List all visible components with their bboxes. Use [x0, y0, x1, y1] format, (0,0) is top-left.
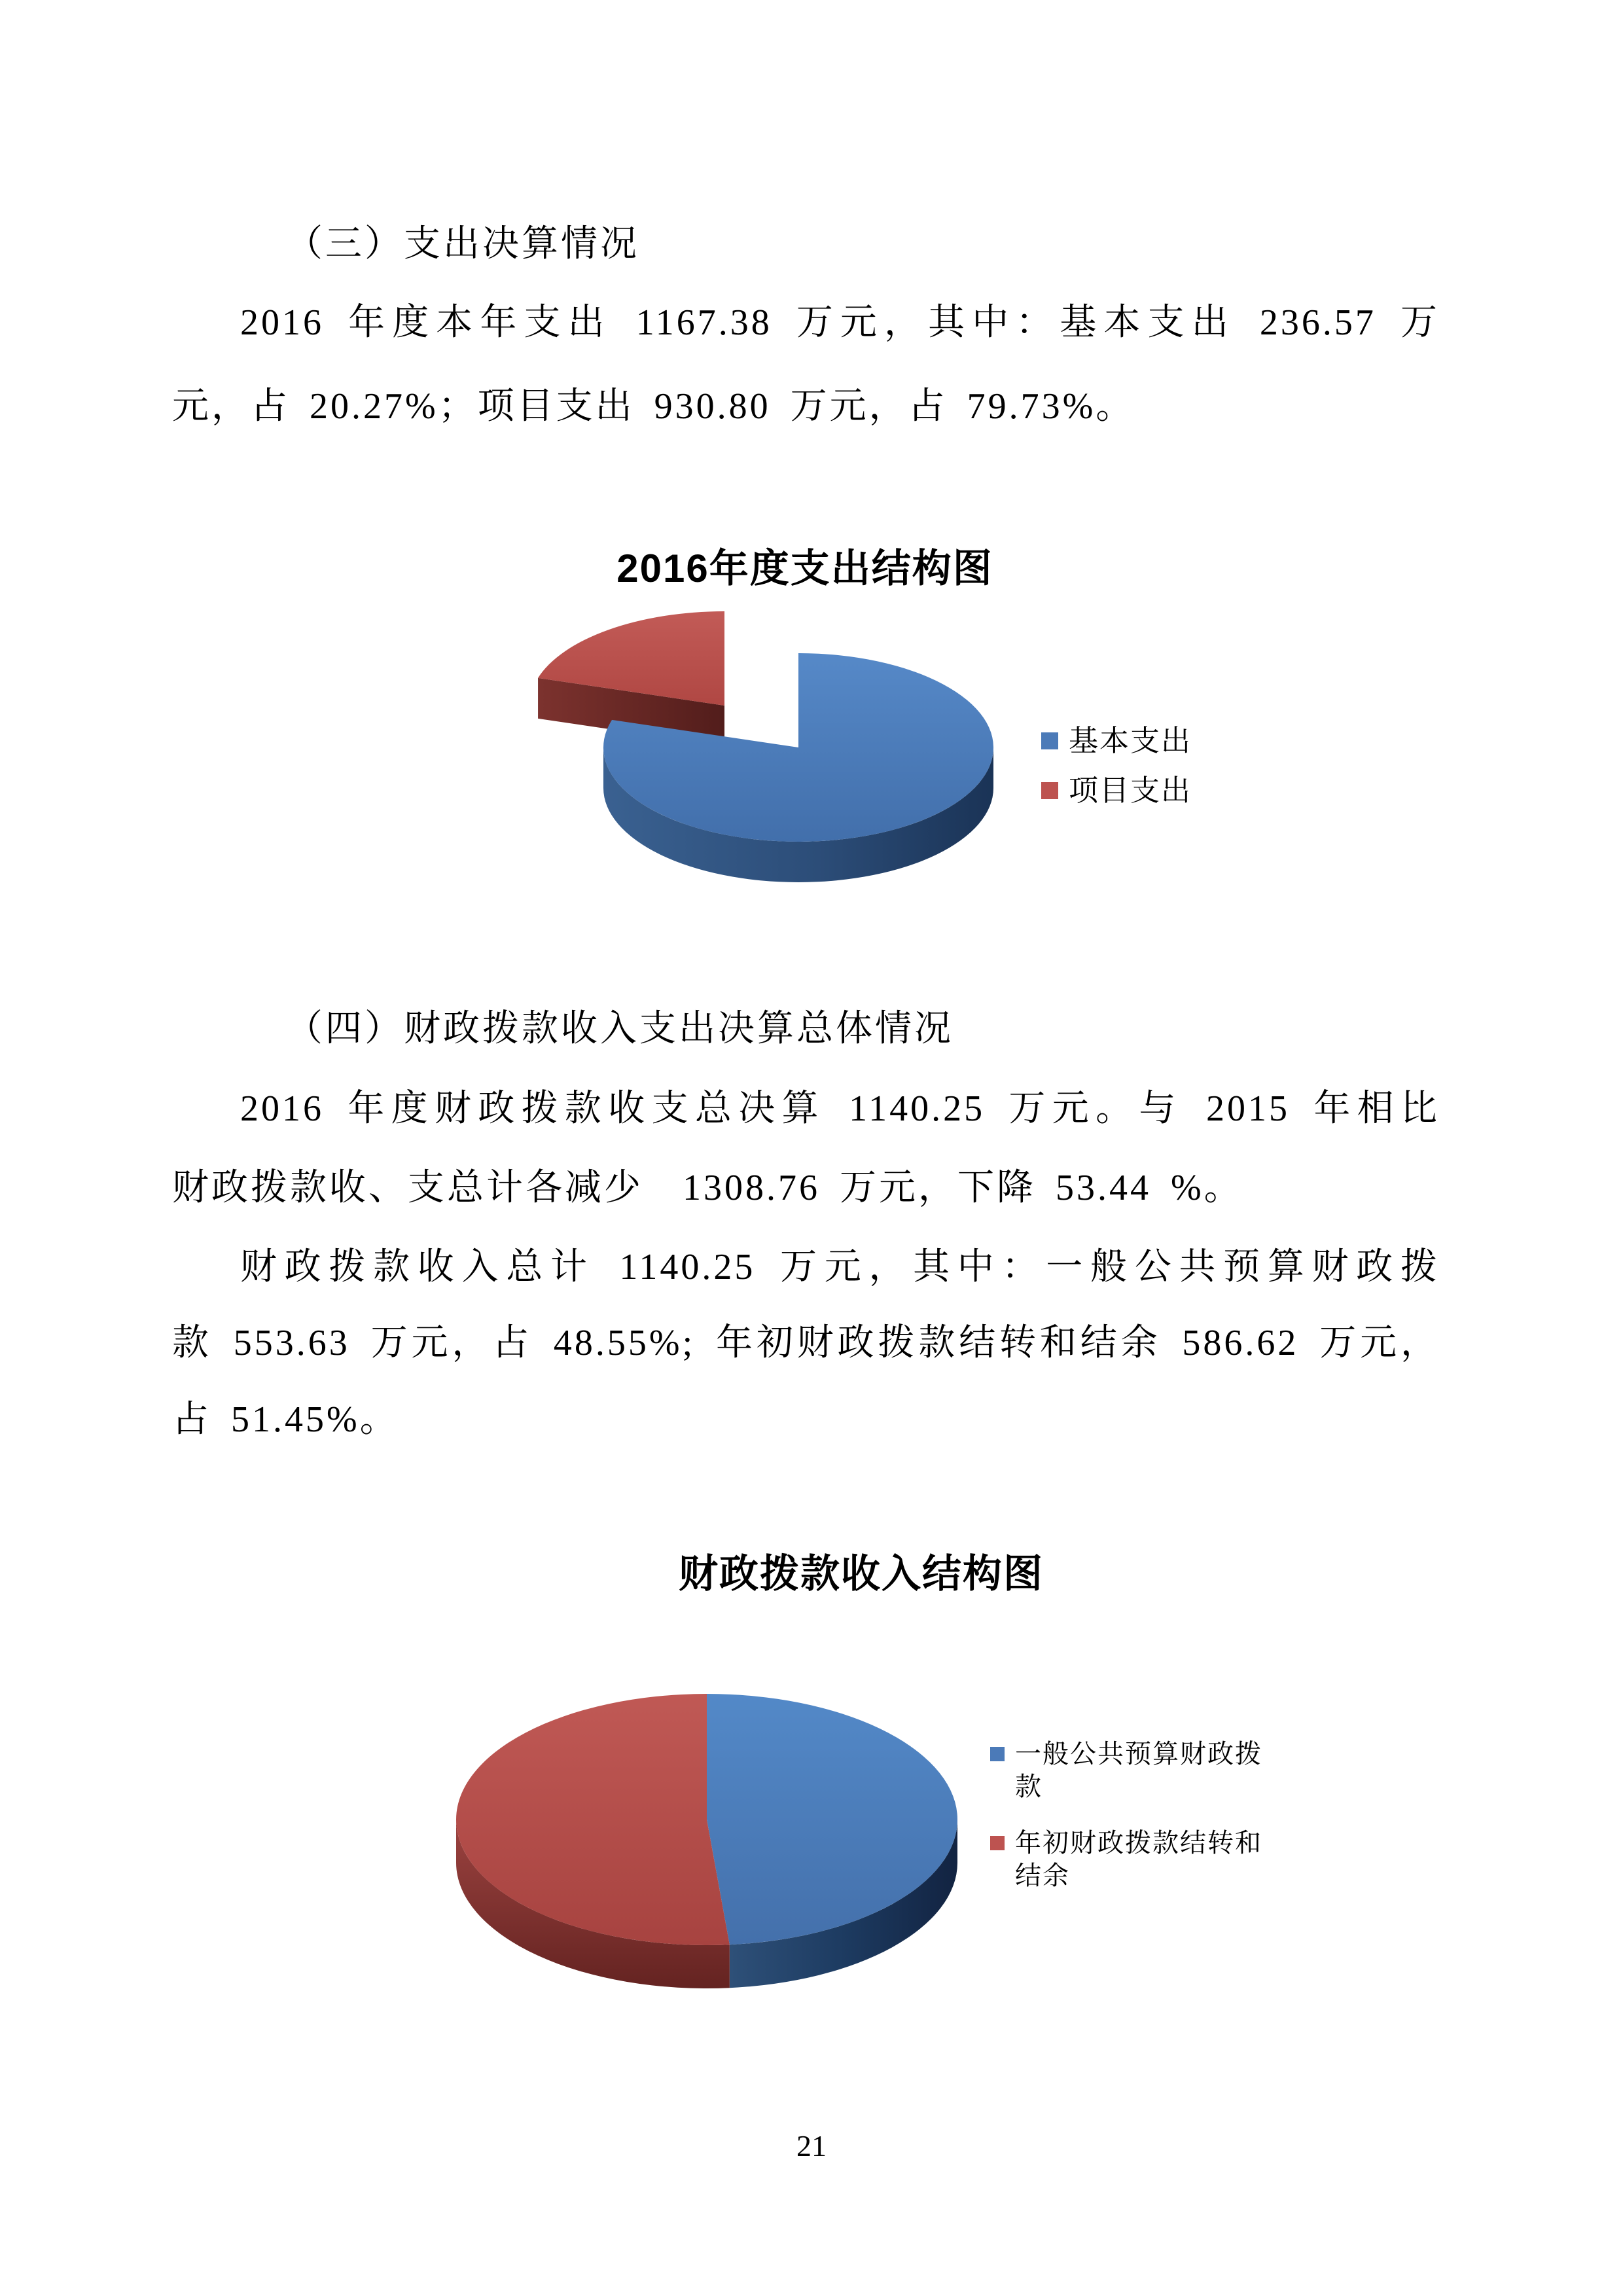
legend-item-carryover [990, 1827, 1262, 1892]
expenditure-pie-chart [517, 609, 1021, 923]
legend-item-basic-expenditure [1041, 722, 1192, 760]
legend-swatch-red-icon [990, 1836, 1005, 1850]
page-number: 21 [796, 2129, 827, 2162]
chart2-title: 财政拨款收入结构图 [679, 1552, 1044, 1596]
legend-swatch-blue-icon [990, 1747, 1005, 1761]
section3-line-1: 2016 年度本年支出 1167.38 万元，其中：基本支出 236.57 万 [240, 302, 1440, 343]
legend-label: 基本支出 [1069, 725, 1192, 757]
chart1-title: 2016年度支出结构图 [616, 547, 993, 590]
section3-line-2: 元，占 20.27%；项目支出 930.80 万元，占 79.73%。 [172, 386, 1135, 427]
legend-item-project-expenditure [1041, 772, 1192, 810]
legend-swatch-blue-icon [1041, 732, 1058, 749]
legend-swatch-red-icon [1041, 782, 1058, 799]
section4-line-5: 占 51.45%。 [172, 1399, 399, 1440]
chart1-legend [1041, 722, 1192, 810]
legend-item-general-budget [990, 1738, 1262, 1803]
section4-line-1: 2016 年度财政拨款收支总决算 1140.25 万元。与 2015 年相比 [240, 1088, 1440, 1129]
section4-line-4: 款 553.63 万元，占 48.55%; 年初财政拨款结转和结余 586.62 万元， [172, 1323, 1440, 1363]
section4-line-2: 财政拨款收、支总计各减少 1308.76 万元，下降 53.44 %。 [172, 1168, 1243, 1208]
legend-label: 项目支出 [1069, 774, 1192, 807]
legend-label: 年初财政拨款结转和 结余 [1015, 1828, 1262, 1890]
section4-line-3: 财政拨款收入总计 1140.25 万元，其中：一般公共预算财政拨 [240, 1247, 1440, 1287]
chart2-legend [990, 1738, 1262, 1892]
legend-label: 一般公共预算财政拨 款 [1015, 1739, 1262, 1801]
section4-heading: （四）财政拨款收入支出决算总体情况 [286, 1009, 954, 1049]
fiscal-income-pie-chart [438, 1584, 982, 2003]
section3-heading: （三）支出决算情况 [286, 224, 639, 264]
